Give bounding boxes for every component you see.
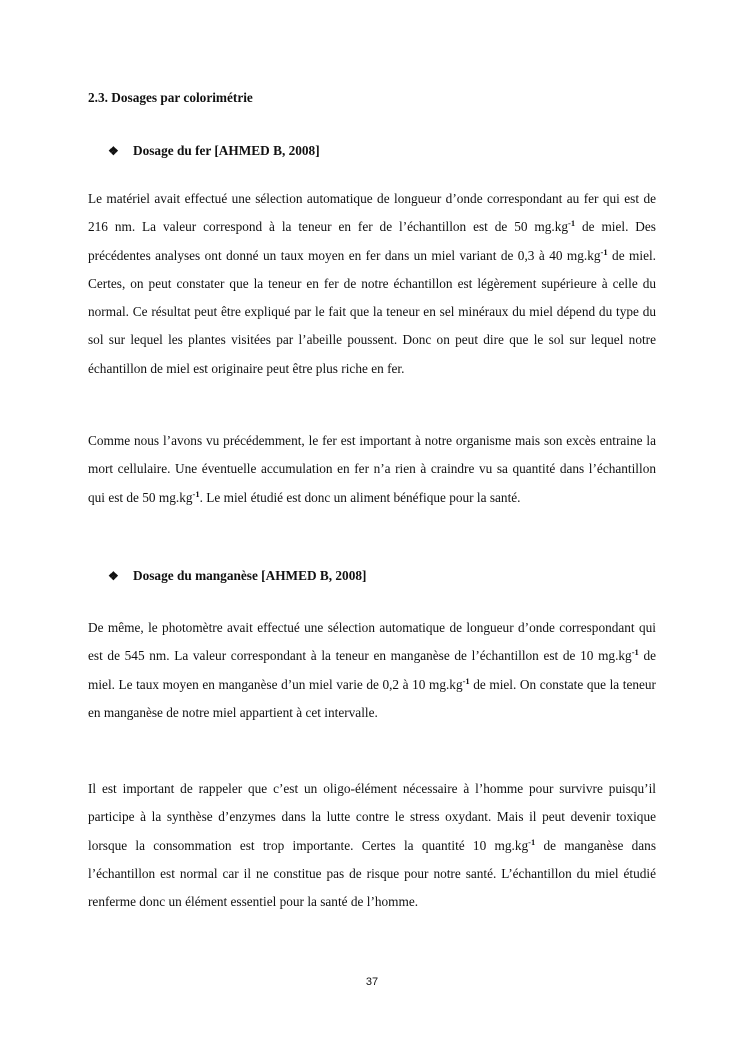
diamond-bullet-icon: ❖ bbox=[108, 144, 119, 158]
section-title: 2.3. Dosages par colorimétrie bbox=[88, 90, 253, 105]
page-number: 37 bbox=[365, 976, 379, 988]
subsection-heading-manganese-text: Dosage du manganèse [AHMED B, 2008] bbox=[133, 568, 367, 583]
paragraph-manganese-1: De même, le photomètre avait effectué une sélection automatique de longueur d’onde correspondant qui est de 545 nm. La valeur correspondant à la teneur en manganèse de l’échantillon est de 10 $mg.kg^{-1}$ de miel. Le taux moyen en manganèse d’un miel varie de 0,2 à 10 $mg.kg^{-1}$ de miel. On constate que la teneur en manganèse de notre miel appartient à cet intervalle. bbox=[88, 620, 657, 720]
paragraph-manganese-2: Il est important de rappeler que c’est un oligo-élément nécessaire à l’homme pour survivre puisqu’il participe à la synthèse d’enzymes dans la lutte contre le stress oxydant. Mais il peut devenir toxique lorsque la consommation est trop importante. Certes la quantité 10 $mg.kg^{-1}$ de manganèse dans l’échantillon est normal car il ne constitue pas de risque pour notre santé. L’échantillon du miel étudié renferme donc un élément essentiel pour la santé de l’homme. bbox=[88, 781, 657, 910]
paragraph-fer-1: Le matériel avait effectué une sélection automatique de longueur d’onde correspondant au fer qui est de 216 nm. La valeur correspond à la teneur en fer de l’échantillon est de 50 $mg.kg^{-1}$ de miel. Des précédentes analyses ont donné un taux moyen en fer dans un miel variant de 0,3 à 40 $mg.kg^{-1}$ de miel. Certes, on peut constater que la teneur en fer de notre échantillon est légèrement supérieure à celle du normal. Ce résultat peut être expliqué par le fait que la teneur en sel minéraux du miel dépend du type du sol sur lequel les plantes visitées par l’abeille poussent. Donc on peut dire que le sol sur lequel notre échantillon de miel est originaire peut être plus riche en fer. bbox=[88, 191, 656, 376]
subsection-heading-fer-text: Dosage du fer [AHMED B, 2008] bbox=[133, 143, 320, 158]
diamond-bullet-icon: ❖ bbox=[108, 569, 119, 583]
subsection-heading-fer bbox=[108, 142, 320, 160]
paragraph-fer-2: Comme nous l’avons vu précédemment, le fer est important à notre organisme mais son excès entraine la mort cellulaire. Une éventuelle accumulation en fer n’a rien à craindre vu sa quantité dans l’échantillon qui est de 50 $mg.kg^{-1}$. Le miel étudié est donc un aliment bénéfique pour la santé. bbox=[88, 433, 656, 505]
subsection-heading-manganese bbox=[108, 567, 366, 585]
